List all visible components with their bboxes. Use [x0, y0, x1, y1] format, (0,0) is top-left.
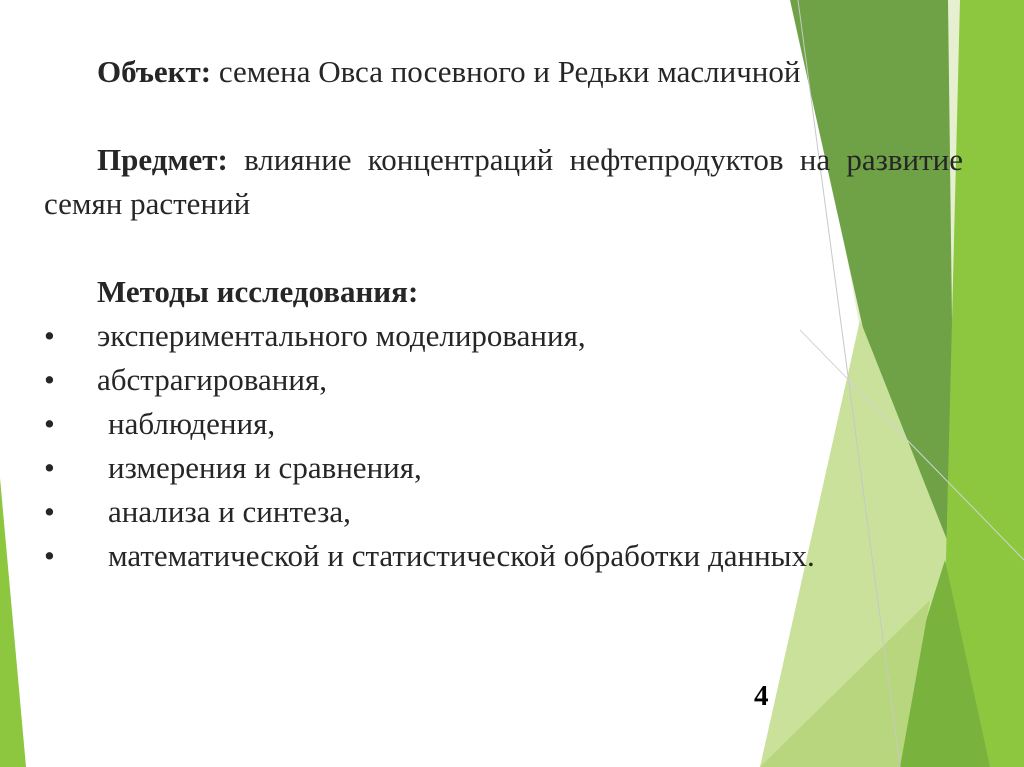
list-item: • абстрагирования,: [44, 358, 963, 402]
subject-label: Предмет:: [97, 142, 228, 177]
list-item: • экспериментального моделирования,: [44, 314, 963, 358]
page-number: 4: [754, 680, 769, 712]
object-paragraph: [44, 50, 963, 94]
methods-heading: Методы исследования:: [97, 274, 419, 309]
bullet-icon: •: [44, 538, 55, 573]
methods-list: [44, 314, 963, 578]
list-item: • измерения и сравнения,: [44, 446, 963, 490]
subject-paragraph: [44, 138, 963, 226]
list-item: • наблюдения,: [44, 402, 963, 446]
subject-text: влияние концентраций нефтепродуктов на развитие семян растений: [44, 142, 964, 221]
list-item: • математической и статистической обработки данных.: [44, 534, 963, 578]
slide-content: [44, 50, 963, 578]
bullet-icon: •: [44, 362, 55, 397]
bullet-icon: •: [44, 406, 55, 441]
bullet-icon: •: [44, 450, 55, 485]
left-green-triangle: [0, 478, 26, 767]
object-label: Объект:: [97, 54, 212, 89]
list-item: • анализа и синтеза,: [44, 490, 963, 534]
object-text: семена Овса посевного и Редьки масличной: [218, 54, 801, 89]
bullet-icon: •: [44, 494, 55, 529]
bullet-icon: •: [44, 318, 55, 353]
